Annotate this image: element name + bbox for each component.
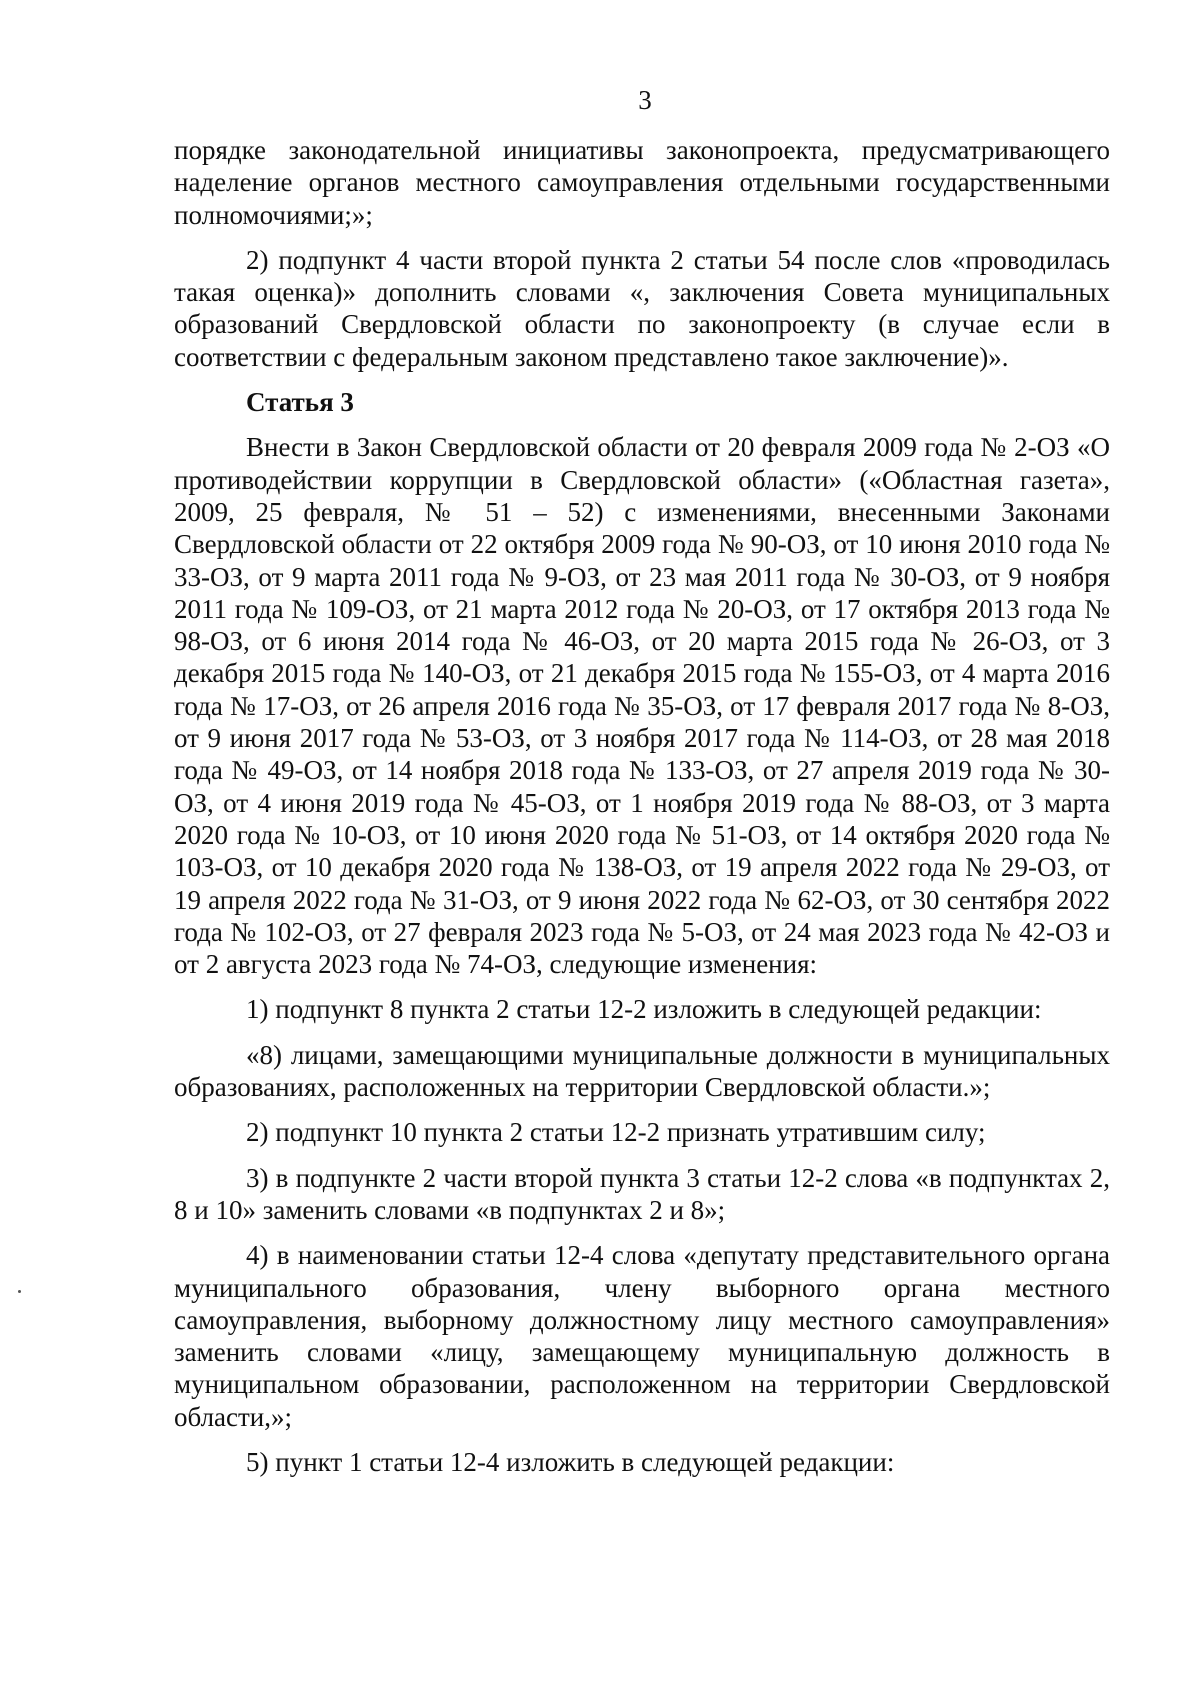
article-intro-paragraph: Внести в Закон Свердловской области от 20 февраля 2009 года № 2-ОЗ «О противодействии коррупции в Свердловской области» («Областная газета», 2009, 25 февраля, № 51 – 52) с изменениями, внесенными Законами Свердловской области от 22 октября 2009 года № 90-ОЗ, от 10 июня 2010 года № 33-ОЗ, от 9 марта 2011 года № 9-ОЗ, от 23 мая 2011 года № 30-ОЗ, от 9 ноября 2011 года № 109-ОЗ, от 21 марта 2012 года № 20-ОЗ, от 17 октября 2013 года № 98-ОЗ, от 6 июня 2014 года № 46-ОЗ, от 20 марта 2015 года № 26-ОЗ, от 3 декабря 2015 года № 140-ОЗ, от 21 декабря 2015 года № 155-ОЗ, от 4 марта 2016 года № 17-ОЗ, от 26 апреля 2016 года № 35-ОЗ, от 17 февраля 2017 года № 8-ОЗ, от 9 июня 2017 года № 53-ОЗ, от 3 ноября 2017 года № 114-ОЗ, от 28 мая 2018 года № 49-ОЗ, от 14 ноября 2018 года № 133-ОЗ, от 27 апреля 2019 года № 30-ОЗ, от 4 июня 2019 года № 45-ОЗ, от 1 ноября 2019 года № 88-ОЗ, от 3 марта 2020 года № 10-ОЗ, от 10 июня 2020 года № 51-ОЗ, от 14 октября 2020 года № 103-ОЗ, от 10 декабря 2020 года № 138-ОЗ, от 19 апреля 2022 года № 29-ОЗ, от 19 апреля 2022 года № 31-ОЗ, от 9 июня 2022 года № 62-ОЗ, от 30 сентября 2022 года № 102-ОЗ, от 27 февраля 2023 года № 5-ОЗ, от 24 мая 2023 года № 42-ОЗ и от 2 августа 2023 года № 74-ОЗ, следующие изменения: bbox=[174, 432, 1110, 980]
amendment-item-5: 5) пункт 1 статьи 12-4 изложить в следующей редакции: bbox=[246, 1446, 895, 1477]
scan-speck bbox=[18, 1290, 21, 1293]
amendment-item-3: 3) в подпункте 2 части второй пункта 3 статьи 12-2 слова «в подпунктах 2, 8 и 10» заменить словами «в подпунктах 2 и 8»; bbox=[174, 1162, 1110, 1225]
paragraph-item-2: 2) подпункт 4 части второй пункта 2 статьи 54 после слов «проводилась такая оценка)» дополнить словами «, заключения Совета муниципальных образований Свердловской области по законопроекту (в случае если в соответствии с федеральным законом представлено такое заключение)». bbox=[174, 244, 1110, 372]
article-heading: Статья 3 bbox=[246, 387, 354, 418]
page-number: 3 bbox=[638, 85, 652, 115]
amendment-item-1: 1) подпункт 8 пункта 2 статьи 12-2 изложить в следующей редакции: bbox=[246, 994, 1042, 1025]
amendment-item-1-quote: «8) лицами, замещающими муниципальные должности в муниципальных образованиях, расположенных на территории Свердловской области.»; bbox=[174, 1039, 1110, 1103]
amendment-item-2: 2) подпункт 10 пункта 2 статьи 12-2 признать утратившим силу; bbox=[246, 1117, 986, 1148]
amendment-item-4: 4) в наименовании статьи 12-4 слова «депутату представительного органа муниципального образования, члену выборного органа местного самоуправления, выборному должностному лицу местного самоуправления» заменить словами «лицу, замещающему муниципальную должность в муниципальном образовании, расположенном на территории Свердловской области,»; bbox=[174, 1240, 1110, 1432]
document-body bbox=[174, 134, 1110, 1478]
paragraph-continuation: порядке законодательной инициативы законопроекта, предусматривающего наделение органов местного самоуправления отдельными государственными полномочиями;»; bbox=[174, 135, 1110, 230]
